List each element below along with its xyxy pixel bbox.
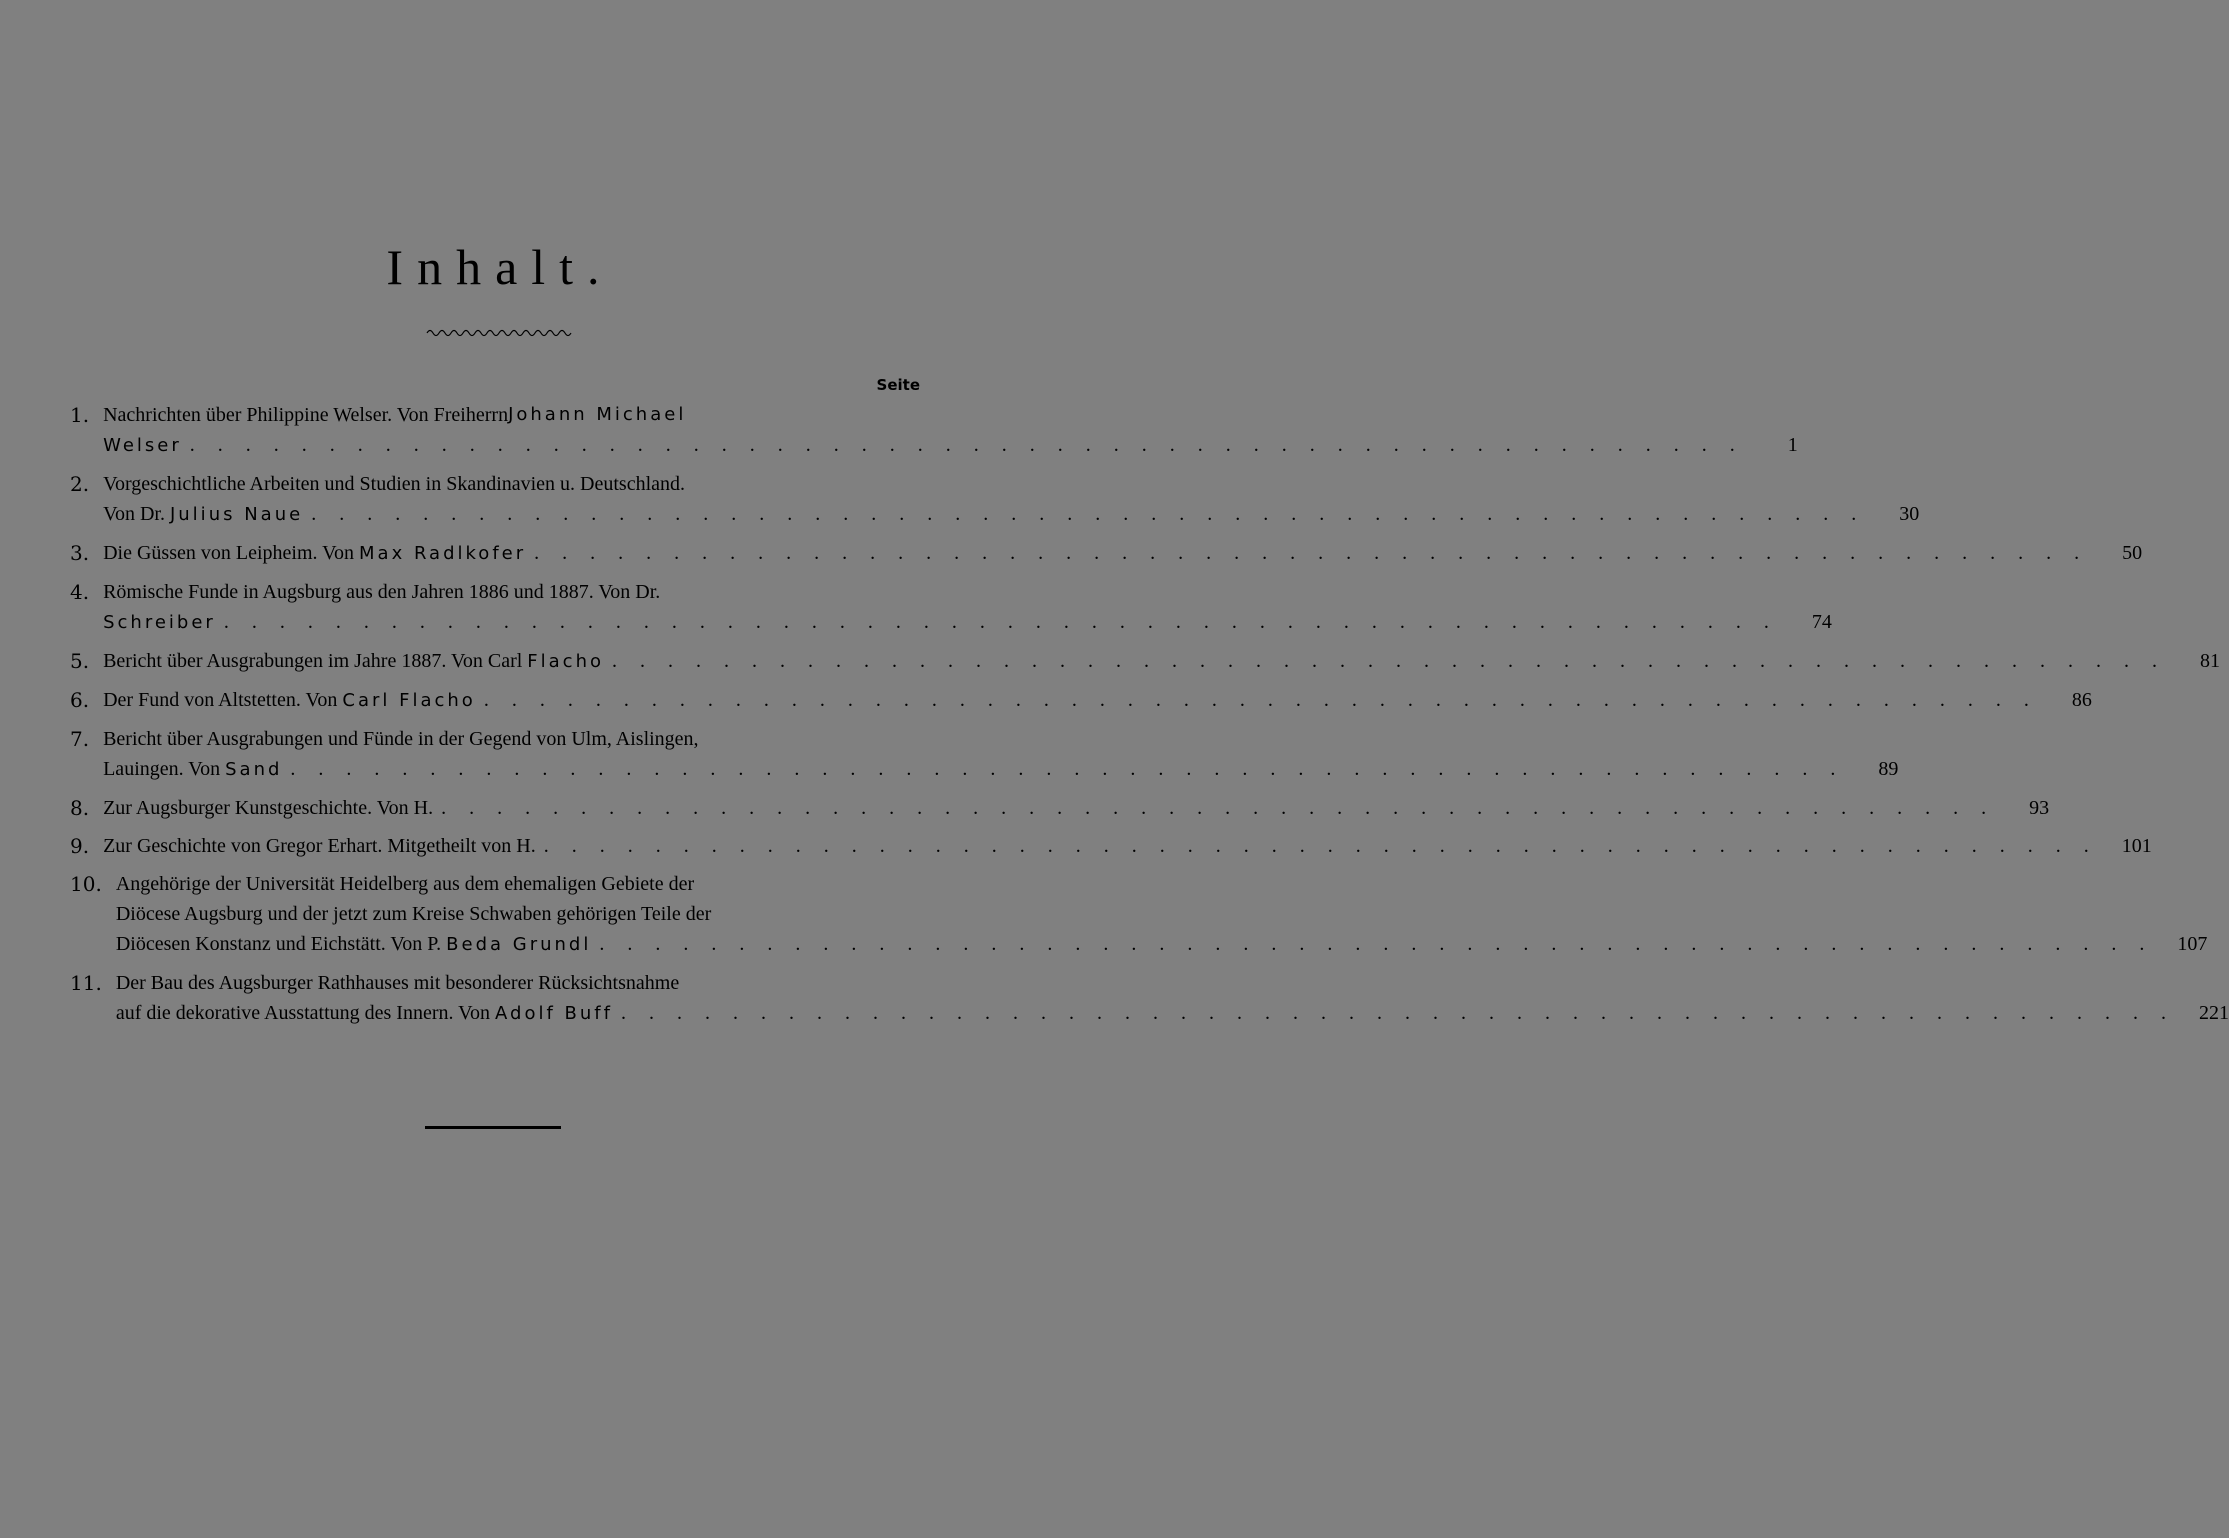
toc-entry-text: Zur Augsburger Kunstgeschichte. Von H. bbox=[103, 797, 434, 819]
page-title: Inhalt. bbox=[386, 239, 614, 295]
toc-entry-last-line bbox=[116, 998, 2229, 1029]
toc-entry-line: Vorgeschichtliche Arbeiten und Studien in Skandinavien u. Deutschland. bbox=[103, 473, 686, 495]
toc-entry-last-line bbox=[116, 929, 2208, 960]
toc-entry-page-number: 1 bbox=[1787, 434, 1798, 456]
toc-entry-last-line bbox=[103, 831, 2152, 861]
toc-entry-number: 10. bbox=[70, 872, 102, 896]
toc-entry-line: Römische Funde in Augsburg aus den Jahren 1886 und 1887. Von Dr. bbox=[103, 581, 661, 603]
dot-leader bbox=[290, 754, 1844, 785]
toc-entry-last-line bbox=[103, 646, 2220, 677]
toc-entry-page-number: 81 bbox=[2200, 650, 2220, 672]
toc-entry-text: Bericht über Ausgrabungen im Jahre 1887. Von Carl Flacho bbox=[103, 650, 604, 672]
toc-entry bbox=[70, 869, 2208, 960]
toc-entry-author: Adolf Buff bbox=[495, 1003, 613, 1024]
toc-entry-author: Schreiber bbox=[103, 612, 216, 633]
toc-entry bbox=[70, 793, 2050, 823]
dot-leader bbox=[621, 998, 2175, 1029]
end-rule bbox=[425, 1126, 561, 1129]
page-column-label: Seite bbox=[876, 376, 920, 394]
toc-entry-author: Sand bbox=[225, 759, 283, 780]
toc-entry-line bbox=[103, 400, 1798, 430]
toc-entry-last-line bbox=[103, 754, 1898, 785]
toc-entry-page-number: 30 bbox=[1899, 503, 1920, 525]
toc-entry-number: 11. bbox=[70, 971, 102, 995]
toc-entry-line: Diöcese Augsburg und der jetzt zum Kreise Schwaben gehörigen Teile der bbox=[115, 903, 712, 925]
toc-entry-author: Flacho bbox=[527, 651, 604, 672]
toc-entry-line: Angehörige der Universität Heidelberg aus dem ehemaligen Gebiete der bbox=[115, 873, 695, 895]
toc-entry-page-number: 86 bbox=[2071, 689, 2092, 711]
toc-entry-page-number: 101 bbox=[2121, 835, 2152, 857]
toc-entry-author: Johann Michael bbox=[508, 404, 687, 425]
dot-leader bbox=[612, 646, 2166, 677]
table-of-contents bbox=[70, 400, 2229, 1037]
toc-entry-author: Carl Flacho bbox=[342, 690, 476, 711]
toc-entry-number: 3. bbox=[70, 541, 90, 565]
toc-entry-number: 6. bbox=[70, 688, 90, 712]
dot-leader bbox=[224, 607, 1778, 638]
toc-entry-text: Zur Geschichte von Gregor Erhart. Mitgetheilt von H. bbox=[103, 835, 536, 857]
toc-entry bbox=[70, 400, 1798, 461]
toc-entry-number: 9. bbox=[70, 834, 90, 858]
toc-entry-page-number: 93 bbox=[2029, 797, 2050, 819]
toc-entry-text: Die Güssen von Leipheim. Von Max Radlkofer bbox=[103, 542, 527, 564]
toc-entry-number: 7. bbox=[70, 727, 90, 751]
toc-entry-number: 5. bbox=[70, 649, 90, 673]
toc-entry-last-line bbox=[103, 499, 1919, 530]
toc-entry-text: Von Dr. Julius Naue bbox=[103, 503, 304, 525]
dot-leader bbox=[599, 929, 2153, 960]
dot-leader bbox=[190, 430, 1744, 461]
toc-entry bbox=[70, 968, 2229, 1029]
toc-entry-text bbox=[103, 430, 182, 461]
toc-entry-last-line bbox=[103, 607, 1832, 638]
toc-entry bbox=[70, 577, 1832, 638]
toc-entry-body bbox=[103, 685, 2092, 716]
toc-entry-number: 8. bbox=[70, 796, 90, 820]
toc-entry-body bbox=[103, 724, 1898, 785]
toc-entry-author: Beda Grundl bbox=[446, 934, 592, 955]
toc-entry-number: 1. bbox=[70, 403, 90, 427]
toc-entry-body bbox=[103, 469, 1919, 530]
toc-entry-body bbox=[103, 577, 1832, 638]
toc-entry-text: Der Fund von Altstetten. Von Carl Flacho bbox=[103, 689, 476, 711]
toc-entry bbox=[70, 469, 1920, 530]
dot-leader bbox=[544, 831, 2098, 861]
toc-entry-body bbox=[103, 400, 1798, 461]
toc-entry-text: Lauingen. Von Sand bbox=[103, 758, 283, 780]
toc-entry-body bbox=[103, 646, 2220, 677]
toc-entry-page-number: 107 bbox=[2177, 933, 2208, 955]
toc-entry-author: Welser bbox=[103, 435, 182, 456]
toc-entry-number: 2. bbox=[70, 472, 90, 496]
toc-entry-text: Nachrichten über Philippine Welser. Von Freiherrn bbox=[103, 404, 509, 426]
wavy-ornament bbox=[427, 326, 572, 340]
dot-leader bbox=[484, 685, 2038, 716]
dot-leader bbox=[311, 499, 1865, 530]
dot-leader bbox=[441, 793, 1995, 823]
toc-entry-author: Julius Naue bbox=[169, 504, 304, 525]
toc-entry-page-number: 221 bbox=[2198, 1002, 2229, 1024]
toc-entry-page-number: 89 bbox=[1878, 758, 1899, 780]
toc-entry bbox=[70, 538, 2143, 569]
toc-entry-page-number: 74 bbox=[1811, 611, 1832, 633]
toc-entry-number: 4. bbox=[70, 580, 90, 604]
toc-entry-body bbox=[103, 538, 2142, 569]
toc-entry bbox=[70, 831, 2152, 861]
toc-entry-author: Max Radlkofer bbox=[359, 543, 527, 564]
toc-entry bbox=[70, 685, 2092, 716]
toc-entry-body bbox=[103, 831, 2152, 861]
toc-entry-body bbox=[116, 968, 2229, 1029]
toc-entry-line: Der Bau des Augsburger Rathhauses mit besonderer Rücksichtsnahme bbox=[115, 972, 680, 994]
toc-entry-last-line bbox=[103, 685, 2092, 716]
toc-entry-body bbox=[116, 869, 2208, 960]
toc-entry-last-line bbox=[103, 793, 2049, 823]
dot-leader bbox=[534, 538, 2088, 569]
toc-entry-text bbox=[103, 607, 216, 638]
toc-entry-line: Bericht über Ausgrabungen und Fünde in der Gegend von Ulm, Aislingen, bbox=[103, 728, 699, 750]
toc-entry bbox=[70, 724, 1899, 785]
toc-entry-last-line bbox=[103, 538, 2142, 569]
toc-entry-text: Diöcesen Konstanz und Eichstätt. Von P. Beda Grundl bbox=[115, 933, 592, 955]
toc-entry bbox=[70, 646, 2220, 677]
toc-entry-page-number: 50 bbox=[2122, 542, 2143, 564]
toc-entry-last-line bbox=[103, 430, 1798, 461]
toc-entry-body bbox=[103, 793, 2049, 823]
toc-entry-text: auf die dekorative Ausstattung des Innern. Von Adolf Buff bbox=[115, 1002, 613, 1024]
